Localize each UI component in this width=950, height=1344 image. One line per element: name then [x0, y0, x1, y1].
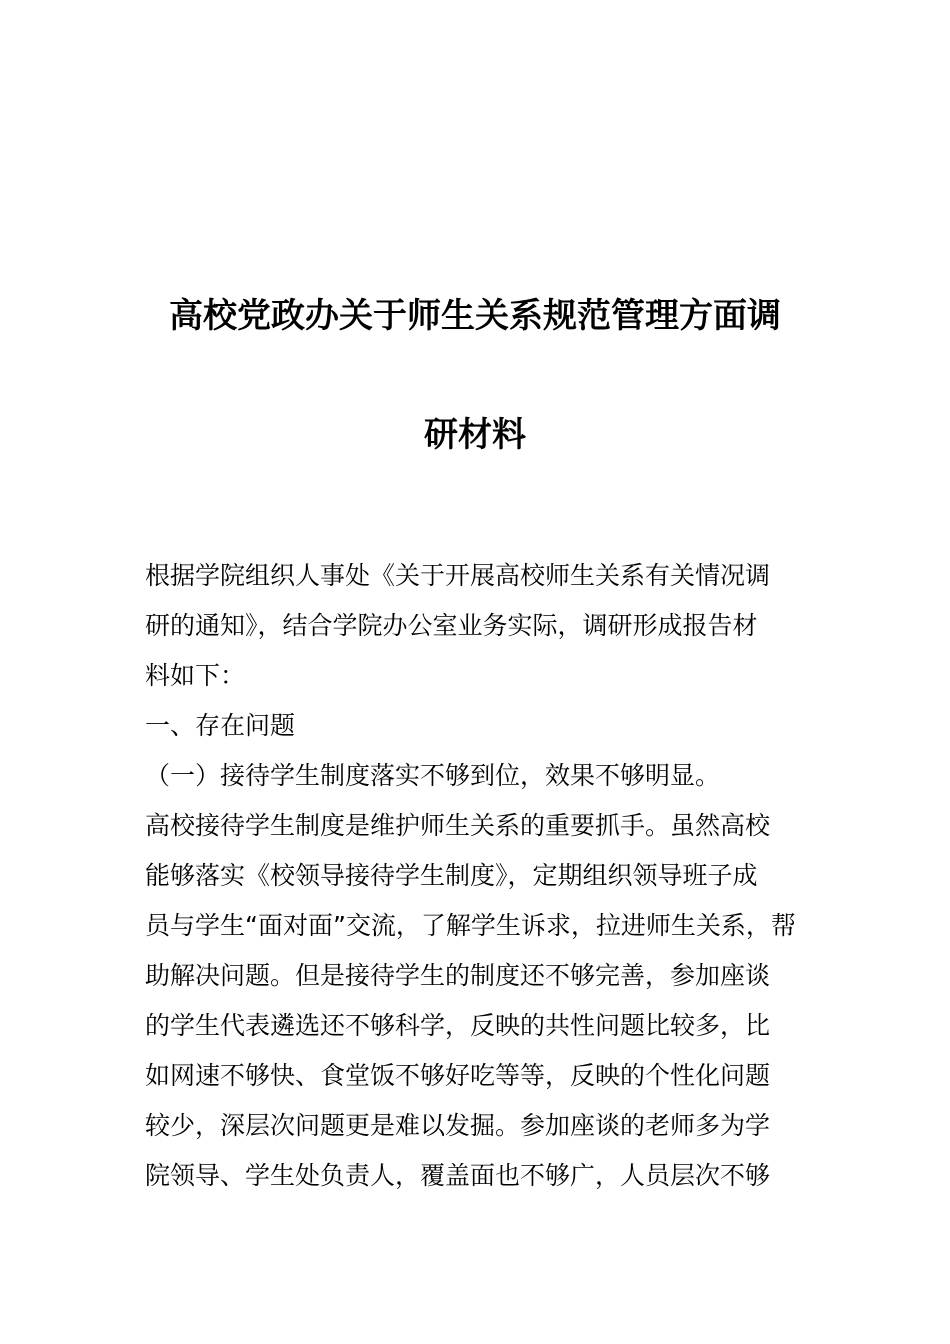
body-line-9: 助解决问题。但是接待学生的制度还不够完善，参加座谈 — [145, 961, 771, 990]
body-line-2: 研的通知》，结合学院办公室业务实际，调研形成报告材 — [145, 611, 758, 640]
subsection-heading: （一）接待学生制度落实不够到位，效果不够明显。 — [145, 761, 721, 790]
body-line-6: 高校接待学生制度是维护师生关系的重要抓手。虽然高校 — [145, 811, 771, 840]
body-line-12: 较少，深层次问题更是难以发掘。参加座谈的老师多为学 — [145, 1111, 771, 1140]
body-line-11: 如网速不够快、食堂饭不够好吃等等，反映的个性化问题 — [145, 1061, 771, 1090]
body-line-13: 院领导、学生处负责人，覆盖面也不够广，人员层次不够 — [145, 1161, 771, 1190]
body-line-8: 员与学生“面对面”交流，了解学生诉求，拉进师生关系，帮 — [145, 911, 796, 940]
body-line-3: 料如下： — [145, 661, 246, 690]
body-line-7: 能够落实《校领导接待学生制度》，定期组织领导班子成 — [145, 861, 758, 890]
section-heading: 一、存在问题 — [145, 711, 296, 740]
body-line-10: 的学生代表遴选还不够科学，反映的共性问题比较多，比 — [145, 1011, 771, 1040]
document-title-line-1: 高校党政办关于师生关系规范管理方面调 — [169, 296, 781, 336]
body-line-1: 根据学院组织人事处《关于开展高校师生关系有关情况调 — [145, 561, 771, 590]
document-title-line-2: 研材料 — [424, 415, 526, 455]
